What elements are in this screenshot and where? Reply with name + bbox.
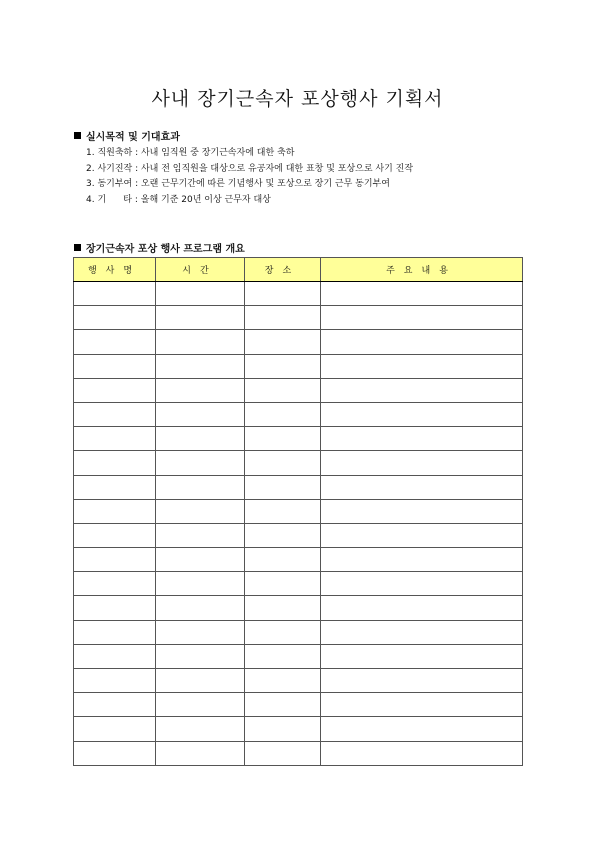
cell-place[interactable] [245,330,321,354]
table-header-row [74,258,523,282]
cell-main-content[interactable] [321,596,523,620]
cell-time[interactable] [156,427,245,451]
purpose-list [86,146,413,208]
section-heading-text: 장기근속자 포상 행사 프로그램 개요 [86,244,245,255]
header-place: 장소 [245,258,321,282]
cell-time[interactable] [156,306,245,330]
list-item: 2. 사기진작 : 사내 전 임직원을 대상으로 유공자에 대한 표창 및 포상으로 사기 진작 [86,163,414,174]
cell-time[interactable] [156,523,245,547]
cell-time[interactable] [156,378,245,402]
cell-main-content[interactable] [321,548,523,572]
cell-main-content[interactable] [321,523,523,547]
square-bullet-icon [74,132,81,139]
cell-event-name[interactable] [74,330,156,354]
table-row [74,741,523,765]
cell-main-content[interactable] [321,378,523,402]
cell-event-name[interactable] [74,620,156,644]
cell-place[interactable] [245,548,321,572]
cell-main-content[interactable] [321,402,523,426]
cell-main-content[interactable] [321,451,523,475]
cell-place[interactable] [245,693,321,717]
table-row [74,402,523,426]
cell-place[interactable] [245,306,321,330]
cell-time[interactable] [156,499,245,523]
cell-event-name[interactable] [74,548,156,572]
cell-place[interactable] [245,402,321,426]
list-item: 1. 직원축하 : 사내 임직원 중 장기근속자에 대한 축하 [86,148,295,158]
cell-place[interactable] [245,475,321,499]
table-row [74,572,523,596]
program-table [73,257,523,766]
table-body [74,282,523,766]
cell-time[interactable] [156,354,245,378]
document-title: 사내 장기근속자 포상행사 기획서 [151,88,444,110]
table-row [74,644,523,668]
cell-place[interactable] [245,282,321,306]
cell-place[interactable] [245,644,321,668]
list-item: 3. 동기부여 : 오랜 근무기간에 따른 기념행사 및 포상으로 장기 근무 동기부여 [86,179,390,189]
cell-event-name[interactable] [74,475,156,499]
cell-time[interactable] [156,572,245,596]
cell-event-name[interactable] [74,402,156,426]
cell-main-content[interactable] [321,475,523,499]
table-row [74,717,523,741]
cell-place[interactable] [245,499,321,523]
cell-event-name[interactable] [74,572,156,596]
cell-time[interactable] [156,596,245,620]
cell-event-name[interactable] [74,717,156,741]
table-row [74,330,523,354]
cell-place[interactable] [245,451,321,475]
cell-time[interactable] [156,669,245,693]
cell-time[interactable] [156,620,245,644]
table-row [74,523,523,547]
table-row [74,354,523,378]
cell-event-name[interactable] [74,741,156,765]
header-event-name: 행사명 [74,258,156,282]
header-time: 시간 [156,258,245,282]
cell-time[interactable] [156,282,245,306]
cell-event-name[interactable] [74,596,156,620]
cell-event-name[interactable] [74,523,156,547]
cell-event-name[interactable] [74,354,156,378]
cell-main-content[interactable] [321,354,523,378]
cell-place[interactable] [245,523,321,547]
cell-event-name[interactable] [74,644,156,668]
table-row [74,693,523,717]
cell-place[interactable] [245,741,321,765]
cell-place[interactable] [245,378,321,402]
cell-place[interactable] [245,717,321,741]
cell-time[interactable] [156,402,245,426]
cell-time[interactable] [156,644,245,668]
cell-main-content[interactable] [321,572,523,596]
cell-time[interactable] [156,693,245,717]
cell-place[interactable] [245,669,321,693]
cell-main-content[interactable] [321,669,523,693]
table-row [74,427,523,451]
section-heading-purpose [74,128,180,143]
cell-event-name[interactable] [74,451,156,475]
cell-event-name[interactable] [74,693,156,717]
cell-main-content[interactable] [321,717,523,741]
cell-main-content[interactable] [321,330,523,354]
cell-time[interactable] [156,451,245,475]
cell-time[interactable] [156,741,245,765]
cell-main-content[interactable] [321,620,523,644]
table-row [74,475,523,499]
list-item: 4. 기 타 : 올해 기준 20년 이상 근무자 대상 [86,194,271,205]
cell-time[interactable] [156,475,245,499]
cell-main-content[interactable] [321,741,523,765]
cell-time[interactable] [156,717,245,741]
table-row [74,378,523,402]
cell-main-content[interactable] [321,644,523,668]
cell-place[interactable] [245,596,321,620]
table-row [74,548,523,572]
cell-place[interactable] [245,572,321,596]
header-main-content: 주요내용 [321,258,523,282]
table-row [74,451,523,475]
cell-event-name[interactable] [74,427,156,451]
cell-place[interactable] [245,427,321,451]
cell-place[interactable] [245,620,321,644]
cell-main-content[interactable] [321,693,523,717]
section-heading-text: 실시목적 및 기대효과 [86,132,180,143]
cell-time[interactable] [156,548,245,572]
cell-event-name[interactable] [74,378,156,402]
cell-main-content[interactable] [321,282,523,306]
cell-event-name[interactable] [74,282,156,306]
table-row [74,669,523,693]
table-row [74,620,523,644]
table-row [74,499,523,523]
table-row [74,306,523,330]
cell-event-name[interactable] [74,669,156,693]
cell-time[interactable] [156,330,245,354]
table-row [74,282,523,306]
cell-main-content[interactable] [321,499,523,523]
cell-event-name[interactable] [74,499,156,523]
table-row [74,596,523,620]
cell-event-name[interactable] [74,306,156,330]
square-bullet-icon [74,244,81,251]
cell-main-content[interactable] [321,306,523,330]
cell-main-content[interactable] [321,427,523,451]
cell-place[interactable] [245,354,321,378]
section-heading-program [74,240,245,255]
